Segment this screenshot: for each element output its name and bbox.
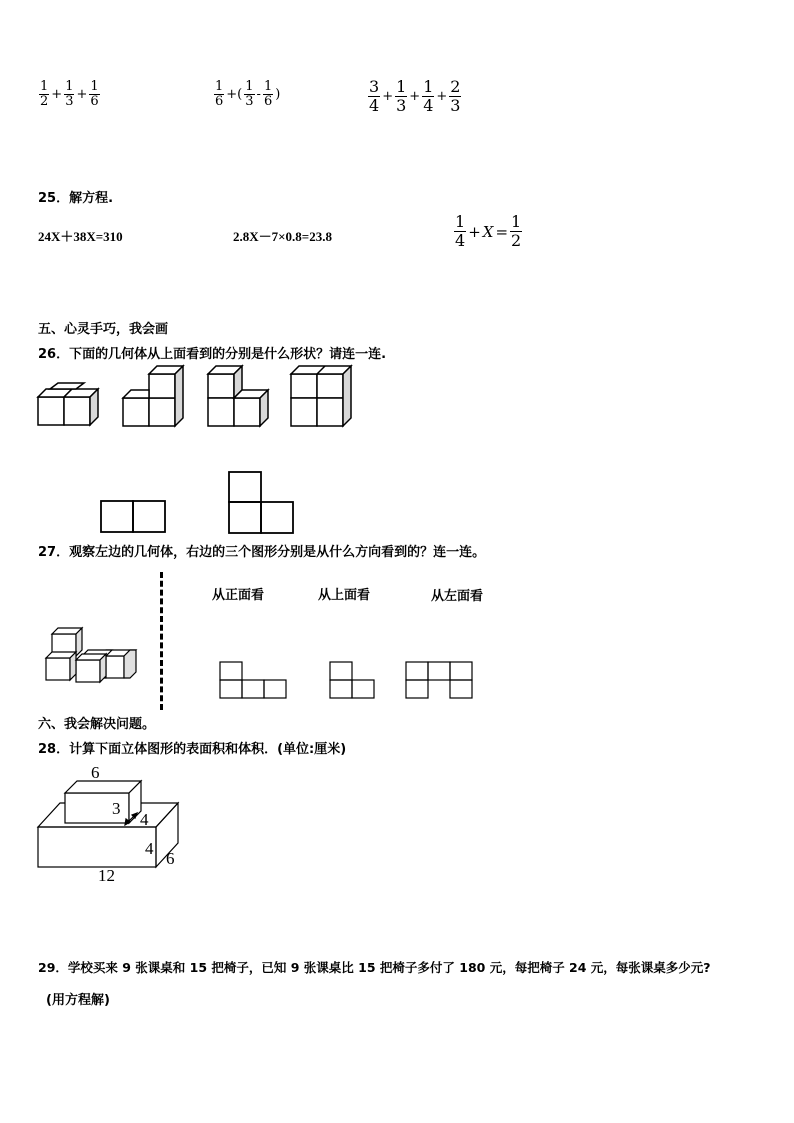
dim-bottom-length: 12 <box>98 866 115 885</box>
view-label-front: 从正面看 <box>212 588 265 603</box>
q29-note: (用方程解) <box>46 993 110 1008</box>
q27-title: 27．观察左边的几何体，右边的三个图形分别是从什么方向看到的？连一连。 <box>38 545 486 560</box>
q27-view-shape-1 <box>219 661 288 699</box>
fraction: $\frac{1}{2}$ <box>511 212 522 250</box>
fraction: $\frac{1}{3}$ <box>396 77 407 115</box>
fraction: $\frac{1}{3}$ <box>65 79 74 109</box>
fraction: $\frac{1}{6}$ <box>90 79 99 109</box>
q26-title: 26．下面的几何体从上面看到的分别是什么形状？请连一连. <box>38 347 387 362</box>
dim-bottom-height: 4 <box>145 839 154 858</box>
fraction: $\frac{1}{6}$ <box>215 79 224 109</box>
dim-top-height: 3 <box>112 799 121 818</box>
minus-sign: - <box>256 87 261 102</box>
section-6-heading: 六、我会解决问题。 <box>38 717 156 732</box>
plus-sign: + <box>382 89 394 104</box>
q25-equation-2: 2.8X－7×0.8=23.8 <box>233 229 332 244</box>
calc-expression-2 <box>213 80 281 109</box>
plus-sign: + <box>409 89 421 104</box>
q25-equation-3 <box>453 213 523 250</box>
section-5-heading: 五、心灵手巧，我会画 <box>38 322 169 337</box>
q26-top-view-2 <box>228 471 294 534</box>
q27-view-shape-3 <box>405 661 474 699</box>
q28-title: 28．计算下面立体图形的表面积和体积．(单位:厘米) <box>38 742 347 757</box>
q27-view-shape-2 <box>329 661 376 699</box>
q26-solid-4 <box>289 366 353 430</box>
fraction: $\frac{1}{2}$ <box>40 79 49 109</box>
plus-sign: + <box>76 87 88 102</box>
q26-solid-2 <box>121 366 185 430</box>
dim-top-length: 6 <box>91 763 100 782</box>
q25-equation-1: 24X＋38X=310 <box>38 229 123 244</box>
dim-bottom-depth: 6 <box>166 849 175 868</box>
dim-top-depth: 4 <box>140 810 149 829</box>
fraction: $\frac{1}{6}$ <box>263 79 273 109</box>
q26-top-view-1 <box>100 500 166 534</box>
fraction: $\frac{2}{3}$ <box>450 77 461 115</box>
q26-solid-3 <box>206 366 270 430</box>
plus-sign: + <box>468 222 481 241</box>
fraction: $\frac{1}{4}$ <box>423 77 434 115</box>
close-paren: ) <box>275 87 281 102</box>
q29-title: 29．学校买来 9 张课桌和 15 把椅子，已知 9 张课桌比 15 把椅子多付了 180 元，每把椅子 24 元，每张课桌多少元? <box>38 960 711 975</box>
operator: +( <box>226 87 243 102</box>
plus-sign: + <box>51 87 63 102</box>
fraction: $\frac{1}{3}$ <box>245 79 254 109</box>
variable-x: X <box>482 222 494 241</box>
calc-expression-3 <box>367 78 462 115</box>
equals-sign: = <box>495 222 509 241</box>
dashed-divider <box>160 572 163 710</box>
fraction: $\frac{3}{4}$ <box>369 77 380 115</box>
view-label-top: 从上面看 <box>318 588 371 603</box>
q25-title: 25．解方程. <box>38 191 114 206</box>
plus-sign: + <box>436 89 448 104</box>
view-label-left: 从左面看 <box>431 589 484 604</box>
q27-solid <box>44 628 140 684</box>
q26-solid-1 <box>36 383 100 429</box>
fraction: $\frac{1}{4}$ <box>455 212 466 250</box>
calc-expression-1 <box>38 80 101 109</box>
